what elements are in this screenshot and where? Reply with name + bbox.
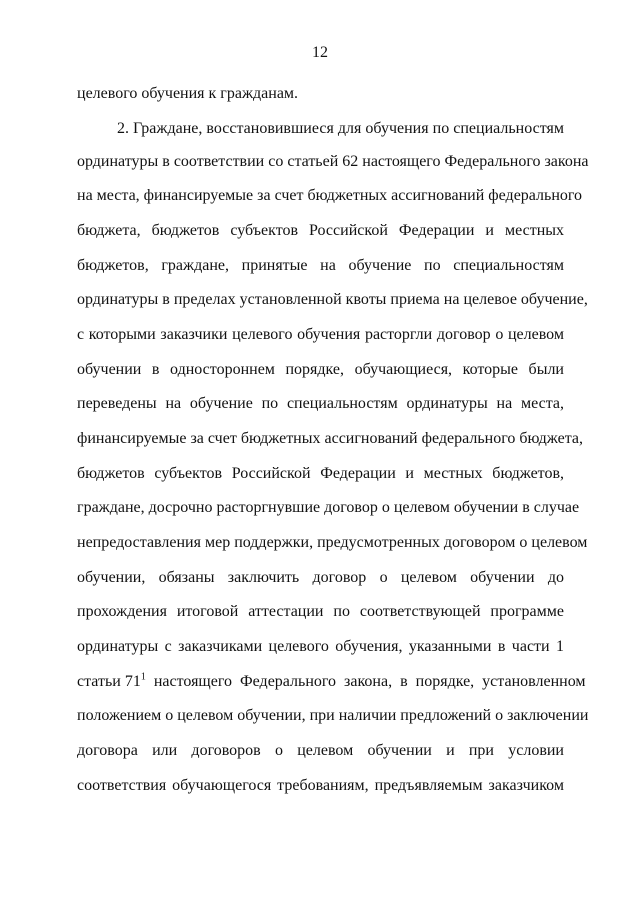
superscript: 1 [140, 671, 146, 683]
text-line: бюджетов, граждане, принятые на обучение по специальностям [77, 257, 564, 274]
text-line: обучении, обязаны заключить договор о целевом обучении до [77, 569, 564, 586]
text-line: положением о целевом обучении, при наличии предложений о заключении [77, 707, 589, 724]
text-line: финансируемые за счет бюджетных ассигнований федерального бюджета, [77, 430, 584, 447]
text-line: ординатуры в пределах установленной квоты приема на целевое обучение, [77, 291, 588, 308]
text-line: с которыми заказчики целевого обучения расторгли договор о целевом [77, 326, 564, 343]
text-fragment: настоящего Федерального закона, в порядке, установленном [145, 673, 586, 690]
text-line: на места, финансируемые за счет бюджетных ассигнований федерального [77, 187, 583, 204]
text-line: соответствия обучающегося требованиям, предъявляемым заказчиком [77, 777, 564, 794]
text-line: прохождения итоговой аттестации по соответствующей программе [77, 603, 564, 620]
text-line: граждане, досрочно расторгнувшие договор о целевом обучении в случае [77, 499, 580, 516]
text-line: 2. Граждане, восстановившиеся для обучения по специальностям [117, 120, 564, 137]
text-line: переведены на обучение по специальностям ординатуры на места, [77, 395, 564, 412]
text-line: ординатуры с заказчиками целевого обучения, указанными в части 1 [77, 638, 564, 655]
text-line: бюджетов субъектов Российской Федерации и местных бюджетов, [77, 465, 564, 482]
text-line: непредоставления мер поддержки, предусмотренных договором о целевом [77, 534, 588, 551]
text-line [77, 671, 586, 692]
text-line: обучении в одностороннем порядке, обучающиеся, которые были [77, 361, 564, 378]
page-number: 12 [312, 44, 328, 61]
text-line: бюджета, бюджетов субъектов Российской Федерации и местных [77, 222, 564, 239]
text-line: договора или договоров о целевом обучении и при условии [77, 742, 564, 759]
text-line: целевого обучения к гражданам. [77, 85, 299, 102]
text-line: ординатуры в соответствии со статьей 62 настоящего Федерального закона [77, 153, 589, 170]
text-fragment: статьи 71 [77, 673, 141, 690]
